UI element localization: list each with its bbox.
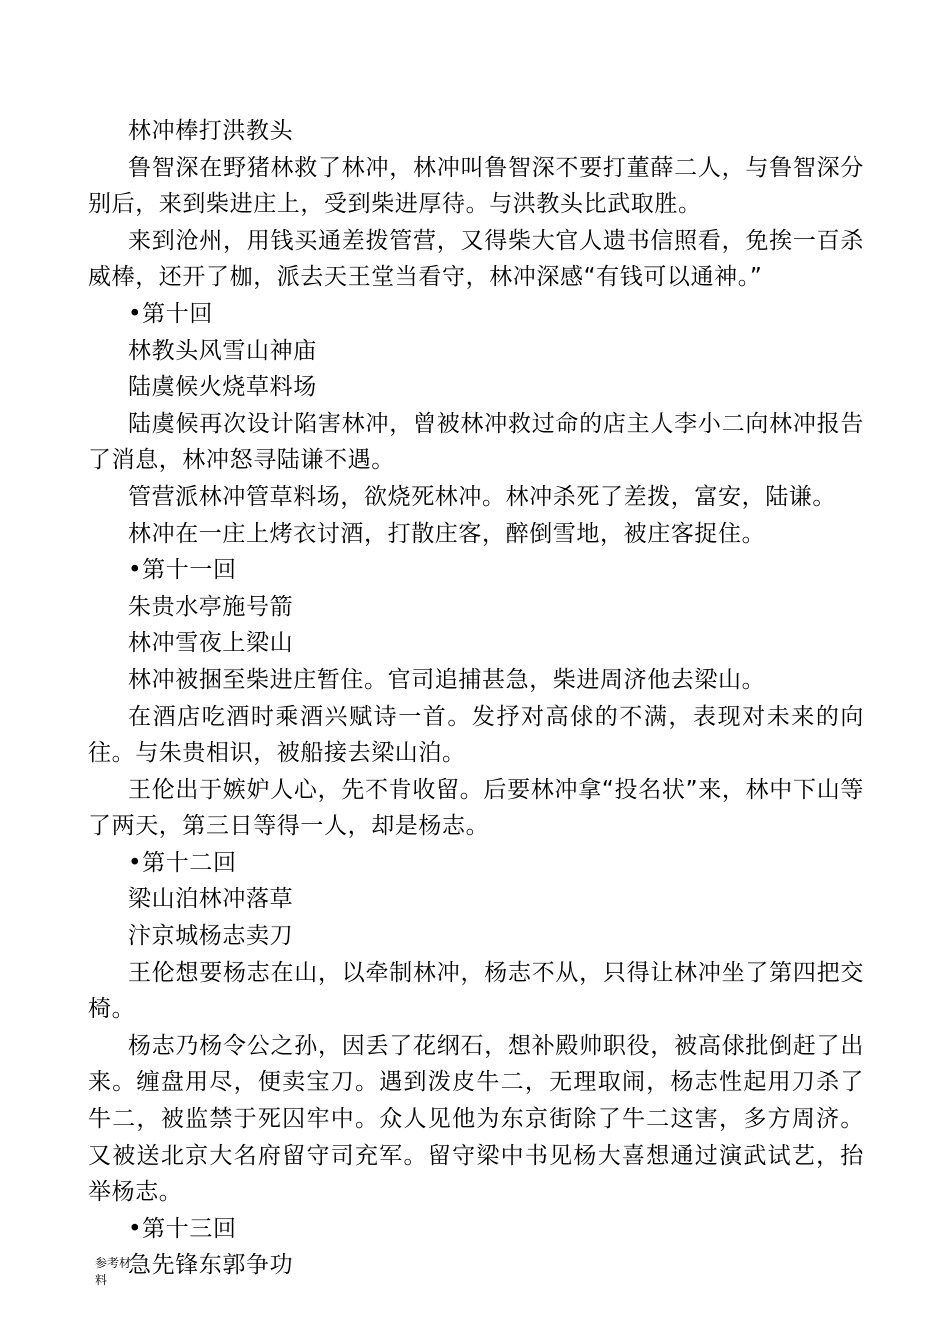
chapter-title: 林教头风雪山神庙 <box>128 337 317 364</box>
paragraph: 林冲被捆至柴进庄暂住。官司追捕甚急，柴进周济他去梁山。 <box>128 666 766 693</box>
chapter-title: 梁山泊林冲落草 <box>128 886 294 913</box>
footer-reference-label: 参考材料 <box>95 1256 132 1287</box>
paragraph: 陆虞候再次设计陷害林冲，曾被林冲救过命的店主人李小二向林冲报告了消息，林冲怒寻陆谦不遇。 <box>88 410 864 474</box>
paragraph: 王伦出于嫉妒人心，先不肯收留。后要林冲拿“投名状”来，林中下山等了两天，第三日等得一人，却是杨志。 <box>88 776 864 840</box>
chapter-heading: •第十一回 <box>128 557 237 584</box>
paragraph: 林冲在一庄上烤衣讨酒，打散庄客，醉倒雪地，被庄客捉住。 <box>128 520 766 547</box>
paragraph: 在酒店吃酒时乘酒兴赋诗一首。发抒对高俅的不满，表现对未来的向往。与朱贵相识，被船接去梁山泊。 <box>88 703 864 767</box>
chapter-heading: •第十三回 <box>128 1215 237 1242</box>
paragraph: 杨志乃杨令公之孙，因丢了花纲石，想补殿帅职役，被高俅批倒赶了出来。缠盘用尽，便卖宝刀。遇到泼皮牛二，无理取闹，杨志性起用刀杀了牛二，被监禁于死囚牢中。众人见他为东京街除了牛二这害，多方周济。又被送北京大名府留守司充军。留守梁中书见杨大喜想通过演武试艺，抬举杨志。 <box>88 1032 864 1206</box>
paragraph: 鲁智深在野猪林救了林冲，林冲叫鲁智深不要打董薛二人，与鲁智深分别后，来到柴进庄上，受到柴进厚待。与洪教头比武取胜。 <box>88 154 864 218</box>
paragraph-title: 林冲棒打洪教头 <box>128 118 294 144</box>
chapter-title: 陆虞候火烧草料场 <box>128 374 317 401</box>
chapter-title: 急先锋东郭争功 <box>128 1252 294 1279</box>
chapter-title: 林冲雪夜上梁山 <box>128 630 294 657</box>
paragraph: 管营派林冲管草料场，欲烧死林冲。林冲杀死了差拨，富安，陆谦。 <box>128 483 836 510</box>
document-body <box>88 113 864 1284</box>
paragraph: 来到沧州，用钱买通差拨管营，又得柴大官人遗书信照看，免挨一百杀威棒，还开了枷，派去天王堂当看守，林冲深感“有钱可以通神。” <box>88 227 864 291</box>
chapter-heading: •第十二回 <box>128 849 237 876</box>
chapter-title: 汴京城杨志卖刀 <box>128 923 294 950</box>
paragraph: 王伦想要杨志在山，以牵制林冲，杨志不从，只得让林冲坐了第四把交椅。 <box>88 959 864 1023</box>
chapter-title: 朱贵水亭施号箭 <box>128 593 294 620</box>
chapter-heading: •第十回 <box>128 300 213 327</box>
